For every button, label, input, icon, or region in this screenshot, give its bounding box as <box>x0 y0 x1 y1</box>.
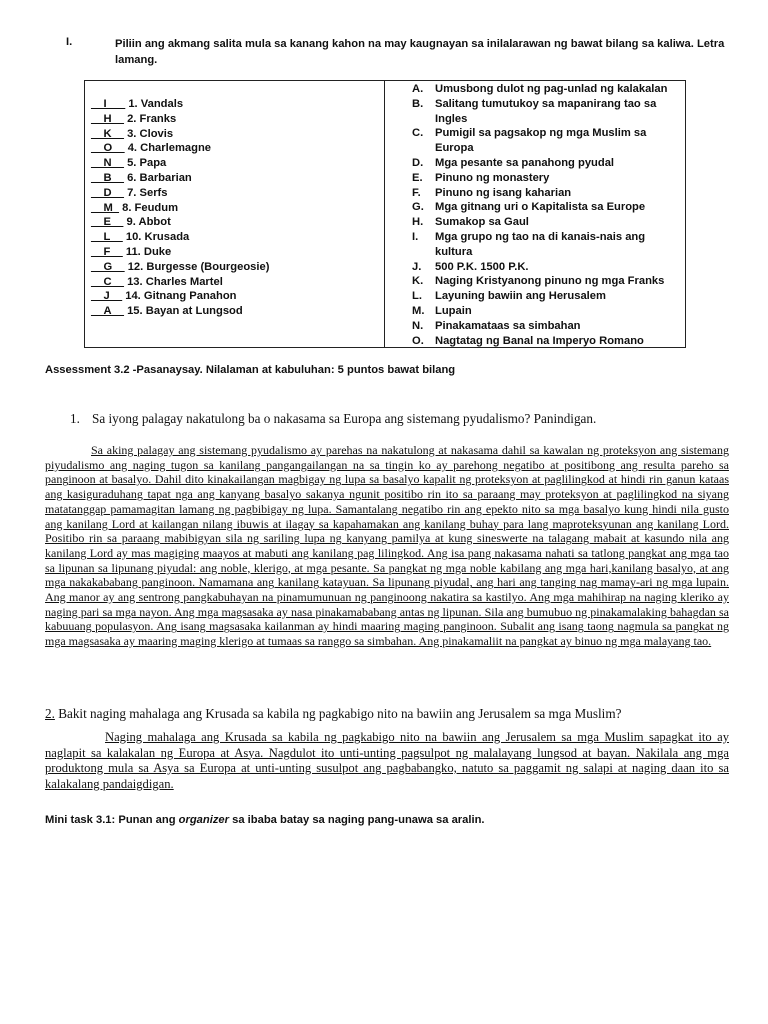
matching-option <box>412 171 681 186</box>
matching-item-label: 10. Krusada <box>125 231 190 244</box>
matching-item <box>91 215 384 230</box>
matching-answer: __L__ <box>91 231 123 244</box>
option-text: Lupain <box>435 304 472 317</box>
option-letter: I. <box>412 230 419 243</box>
matching-item <box>91 171 384 186</box>
matching-table <box>84 80 686 348</box>
matching-option <box>412 126 681 156</box>
matching-option <box>412 334 681 349</box>
matching-answer: __E__ <box>91 216 124 229</box>
question-2 <box>45 706 621 722</box>
mini-task-prefix: Mini task 3.1: Punan ang <box>45 814 179 826</box>
matching-option <box>412 230 681 260</box>
option-text: Naging Kristyanong pinuno ng mga Franks <box>435 275 665 288</box>
matching-options-column <box>385 81 685 347</box>
matching-answer: __B__ <box>91 171 124 184</box>
option-letter: K. <box>412 275 424 288</box>
matching-item <box>91 186 384 201</box>
matching-item-label: 6. Barbarian <box>127 171 192 184</box>
matching-item-label: 15. Bayan at Lungsod <box>127 305 243 318</box>
matching-item <box>91 97 384 112</box>
matching-item <box>91 304 384 319</box>
matching-item-label: 13. Charles Martel <box>127 275 223 288</box>
option-letter: N. <box>412 319 424 332</box>
matching-answer: __M_ <box>91 201 119 214</box>
matching-item-label: 11. Duke <box>125 245 172 258</box>
matching-option <box>412 215 681 230</box>
matching-option <box>412 274 681 289</box>
option-letter: A. <box>412 83 424 95</box>
option-text: Umusbong dulot ng pag-unlad ng kalakalan <box>435 83 668 95</box>
matching-item-label: 3. Clovis <box>127 127 174 140</box>
option-letter: C. <box>412 127 424 140</box>
matching-answer: __D__ <box>91 186 124 199</box>
matching-option <box>412 260 681 275</box>
instruction-text: Piliin ang akmang salita mula sa kanang kahon na may kaugnayan sa inilalarawan ng bawat bilang sa kaliwa. Letra lamang. <box>115 38 725 66</box>
option-text: Pinakamataas sa simbahan <box>435 319 581 332</box>
matching-option <box>412 97 681 127</box>
instruction-header <box>66 36 726 68</box>
matching-item <box>91 260 384 275</box>
matching-item <box>91 127 384 142</box>
option-letter: E. <box>412 171 423 184</box>
matching-item <box>91 289 384 304</box>
question-1-number: 1. <box>70 411 80 426</box>
option-text: Pinuno ng isang kaharian <box>435 186 572 199</box>
option-letter: L. <box>412 290 422 303</box>
matching-item-label: 9. Abbot <box>126 216 171 229</box>
mini-task-emphasis: organizer <box>178 814 230 826</box>
matching-item-label: 5. Papa <box>127 157 167 170</box>
matching-item-label: 7. Serfs <box>127 186 168 199</box>
matching-answer: __K__ <box>91 127 124 140</box>
matching-option <box>412 304 681 319</box>
matching-answer: __N__ <box>91 157 124 170</box>
option-letter: F. <box>412 186 421 199</box>
answer-1-paragraph <box>45 443 729 649</box>
matching-answer: __J__ <box>91 290 123 303</box>
option-text: Pumigil sa pagsakop ng mga Muslim sa Europa <box>435 127 647 155</box>
option-text: Mga pesante sa panahong pyudal <box>435 156 615 169</box>
matching-item <box>91 112 384 127</box>
matching-option <box>412 319 681 334</box>
option-letter: G. <box>412 201 424 214</box>
matching-item <box>91 201 384 216</box>
matching-answer: __G__ <box>91 260 125 273</box>
matching-answer: __F__ <box>91 245 123 258</box>
matching-item <box>91 141 384 156</box>
question-2-number: 2. <box>45 706 55 721</box>
matching-item-label: 4. Charlemagne <box>127 142 212 155</box>
matching-item <box>91 156 384 171</box>
matching-item <box>91 275 384 290</box>
option-text: Mga gitnang uri o Kapitalista sa Europe <box>435 201 646 214</box>
mini-task-suffix: sa ibaba batay sa naging pang-unawa sa aralin. <box>229 814 485 826</box>
matching-items-column <box>85 81 385 347</box>
matching-option <box>412 289 681 304</box>
answer-2-text: Naging mahalaga ang Krusada sa kabila ng pagkabigo nito na bawiin ang Jerusalem sa mga Muslim sapagkat ito ay naglapit sa kalakalan ng Europa at Asya. Nagdulot ito unti-unting pagsulpot ng malalayang lungsod at bayan. Nakilala ang mga produktong mula sa Asya sa Europa at unti-unting susulpot ang pagbabangko, natuto sa paggamit ng salapi at naging daan ito sa kalakalang pandaigdigan. <box>45 730 729 791</box>
matching-item-label: 14. Gitnang Panahon <box>125 290 237 303</box>
mini-task-heading <box>45 814 485 826</box>
option-text: Layuning bawiin ang Herusalem <box>435 290 606 303</box>
option-text: Pinuno ng monastery <box>435 171 550 184</box>
option-letter: O. <box>412 334 424 347</box>
option-letter: H. <box>412 216 424 229</box>
matching-option <box>412 156 681 171</box>
option-letter: B. <box>412 97 424 110</box>
matching-answer: __A__ <box>91 305 124 318</box>
matching-answer: __O__ <box>91 142 125 155</box>
matching-item-label: 1. Vandals <box>128 98 184 110</box>
question-1 <box>70 411 596 427</box>
matching-option <box>412 200 681 215</box>
question-1-text: Sa iyong palagay nakatulong ba o nakasama sa Europa ang sistemang pyudalismo? Panindigan. <box>92 411 597 426</box>
matching-item-label: 8. Feudum <box>122 201 179 214</box>
option-text: Salitang tumutukoy sa mapanirang tao sa Ingles <box>435 97 657 125</box>
option-text: 500 P.K. 1500 P.K. <box>435 260 529 273</box>
option-text: Mga grupo ng tao na di kanais-nais ang kultura <box>435 230 646 258</box>
matching-answer: __I___ <box>91 98 126 110</box>
matching-item <box>91 245 384 260</box>
option-letter: J. <box>412 260 422 273</box>
answer-2-paragraph <box>45 730 729 792</box>
assessment-heading: Assessment 3.2 -Pasanaysay. Nilalaman at kabuluhan: 5 puntos bawat bilang <box>45 364 456 376</box>
option-letter: D. <box>412 156 424 169</box>
option-text: Sumakop sa Gaul <box>435 216 529 229</box>
matching-answer: __C__ <box>91 275 124 288</box>
matching-answer: __H__ <box>91 112 124 125</box>
option-letter: M. <box>412 304 425 317</box>
question-2-text: Bakit naging mahalaga ang Krusada sa kabila ng pagkabigo nito na bawiin ang Jerusalem sa mga Muslim? <box>58 706 622 721</box>
matching-item-label: 2. Franks <box>127 112 177 125</box>
matching-item-label: 12. Burgesse (Bourgeosie) <box>127 260 270 273</box>
section-number: I. <box>66 36 73 48</box>
matching-option <box>412 186 681 201</box>
answer-1-text: Sa aking palagay ang sistemang pyudalismo ay parehas na nakatulong at nakasama dahil sa kawalan ng proteksyon ang sistemang piyudalismo ang naging tugon sa kanilang pangangailangan na sa tingin ko ay parehong negatibo at positibong ang resulta pareho sa panginoon at basalyo. Dahil dito kinakailangan magbigay ng lupa sa basalyo kapalit ng proteksyon at paglilingkod at hindi rin ganun kataas ang kasiguraduhang tapat nga ang kanyang basalyo sakanya ngunit positibo rin ito sa paraang may proteksyon at paglilingkod na siyang matatanggap pamamagitan lamang ng pagbibigay ng lupa. Samantalang negatibo rin ang epekto nito sa mga basalyo kung hindi nila gusto ang kanilang Lord at kailangan nilang ibuwis at ilagay sa kapahamakan ang kanilang buhay para lang maproteksyunan ang kanilang Lord. Positibo rin sa paraang mabibigyan sila ng sariling lupa ng kanyang pamilya at kung sineswerte na talagang mabait at kasundo nila ang kanilang Lord ay mas magiging maayos at mabuti ang kanilang pag lilingkod. Ang isa pang nakasama nahati sa tatlong pangkat ang mga tao sa lipunan sa lipunang piyudal: ang noble, klerigo, at mga pesante. Sa pangkat ng mga noble kabilang ang mga hari,kanilang basalyo, at ang mga nakakababang panginoon. Namamana ang kanilang katayuan. Sa lipunang piyudal, ang hari ang tanging nag mamay-ari ng mga lupain. Ang manor ay ang sentrong pangkabuhayan na pinamumunuan ng panginoong nakatira sa kastilyo. Ang mga mahihirap na naging kleriko ay naging pari sa mga nayon. Ang mga magsasaka ay nasa pinakamababang antas ng lipunan. Sila ang bumubuo ng pinakamalaking bahagdan sa kabuuang populasyon. Ang isang magsasaka kailanman ay hindi maaring maging panginoon. Subalit ang isang taong nagmula sa pangkat ng mga magsasaka ay maaring maging klerigo at tumaas sa ranggo sa simbahan. Ang pinakamaliit na pangkat ay binuo ng mga malayang tao. <box>45 443 729 649</box>
matching-option <box>412 82 681 97</box>
matching-item <box>91 230 384 245</box>
option-text: Nagtatag ng Banal na Imperyo Romano <box>435 334 644 347</box>
